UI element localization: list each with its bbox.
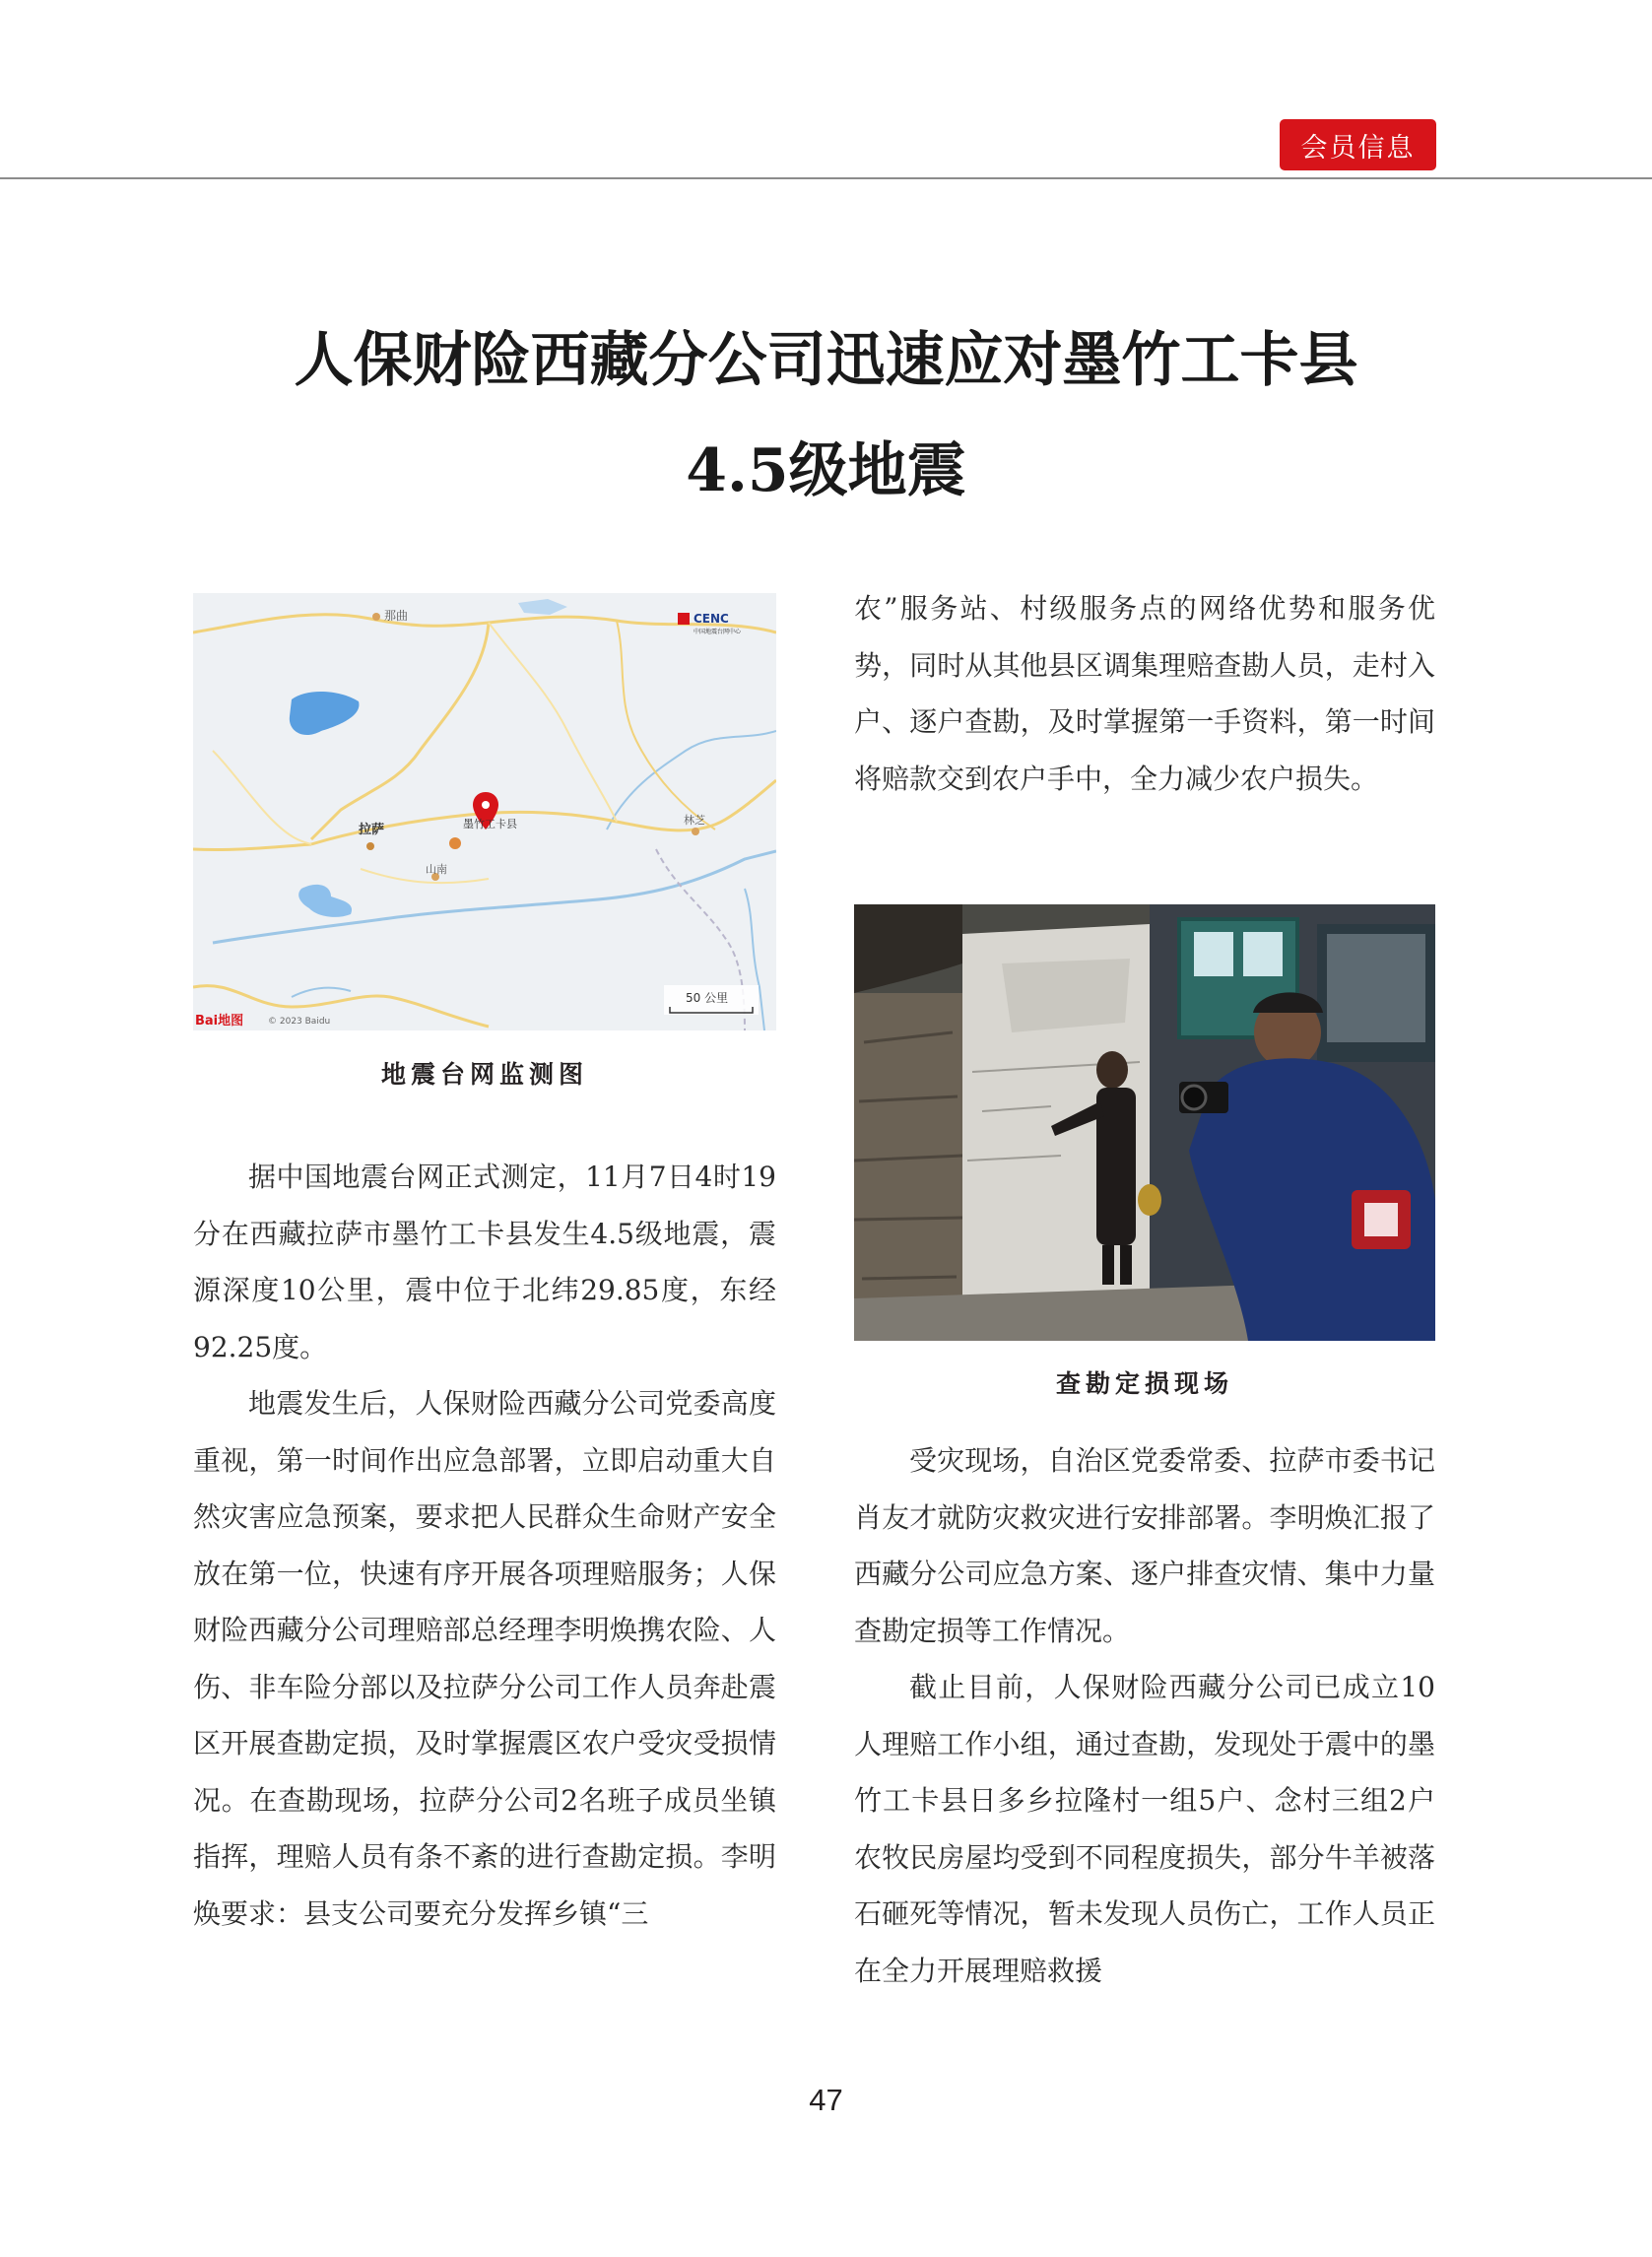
right-paragraph-1: 受灾现场，自治区党委常委、拉萨市委书记肖友才就防灾救灾进行安排部署。李明焕汇报了西藏分公司应急方案、逐户排查灾情、集中力量查勘定损等工作情况。 [854,1444,1435,1647]
map-scale-label: 50 公里 [686,991,729,1005]
baidu-logo: Bai地图 [195,1014,244,1029]
right-paragraph-2: 截止目前，人保财险西藏分公司已成立10人理赔工作小组，通过查勘，发现处于震中的墨竹工卡县日多乡拉隆村一组5户、念村三组2户农牧民房屋均受到不同程度损失，部分牛羊被落石砸死等情况，暂未发现人员伤亡，工作人员正在全力开展理赔救援 [854,1671,1435,1987]
map-label-north-city: 那曲 [384,609,409,623]
map-drawing [193,593,776,1030]
seismic-map [193,593,776,1030]
map-label-nyingchi: 林芝 [684,814,705,827]
cenc-logo-text: CENC [694,612,729,626]
cenc-logo-icon [678,613,690,625]
map-copyright: © 2023 Baidu [268,1017,331,1027]
photo-caption: 查勘定损现场 [1055,1369,1233,1398]
page-number: 47 [809,2083,843,2117]
article-title [99,305,1553,526]
section-badge: 会员信息 [1280,119,1436,170]
map-label-lhasa: 拉萨 [359,823,385,837]
map-caption: 地震台网监测图 [380,1060,588,1089]
header-rule [0,177,1652,179]
map-label-shannan: 山南 [426,863,447,876]
right-column-bottom [854,1432,1435,1999]
left-column [193,1149,776,1942]
site-survey-photo [854,904,1435,1341]
title-line-1: 人保财险西藏分公司迅速应对墨竹工卡县 [294,326,1358,395]
right-column-top [854,580,1435,807]
right-paragraph-continued: 农”服务站、村级服务点的网络优势和服务优势，同时从其他县区调集理赔查勘人员，走村入户、逐户查勘，及时掌握第一手资料，第一时间将赔款交到农户手中，全力减少农户损失。 [854,592,1435,795]
map-label-epicenter: 墨竹工卡县 [463,818,517,830]
cenc-logo-subtext: 中国地震台网中心 [694,629,742,635]
title-line-2: 4.5级地震 [686,436,966,505]
left-paragraph-1: 据中国地震台网正式测定，11月7日4时19分在西藏拉萨市墨竹工卡县发生4.5级地震，震源深度10公里，震中位于北纬29.85度，东经92.25度。 [193,1161,776,1363]
photo-drawing [854,904,1435,1341]
left-paragraph-2: 地震发生后，人保财险西藏分公司党委高度重视，第一时间作出应急部署，立即启动重大自然灾害应急预案，要求把人民群众生命财产安全放在第一位，快速有序开展各项理赔服务；人保财险西藏分公司理赔部总经理李明焕携农险、人伤、非车险分部以及拉萨分公司工作人员奔赴震区开展查勘定损，及时掌握震区农户受灾受损情况。在查勘现场，拉萨分公司2名班子成员坐镇指挥，理赔人员有条不紊的进行查勘定损。李明焕要求：县支公司要充分发挥乡镇“三 [193,1387,776,1930]
